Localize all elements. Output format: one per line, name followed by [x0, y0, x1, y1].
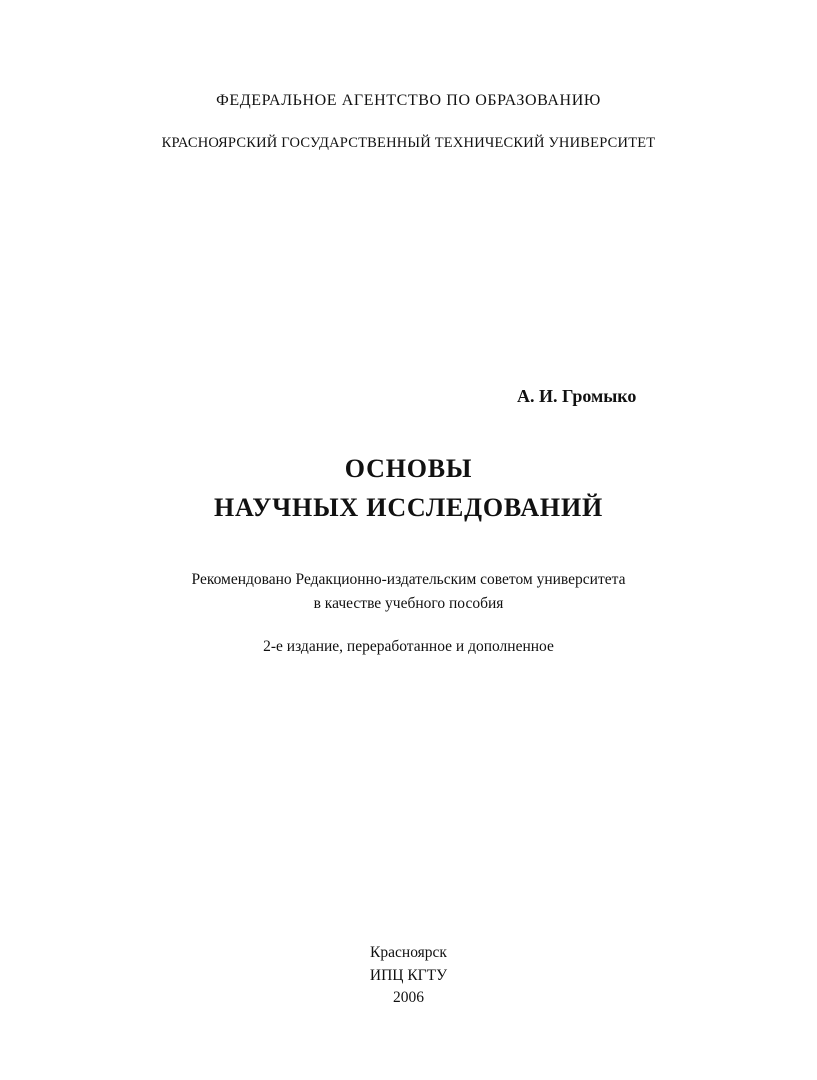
agency-heading: ФЕДЕРАЛЬНОЕ АГЕНТСТВО ПО ОБРАЗОВАНИЮ: [216, 92, 601, 109]
publication-year: 2006: [393, 989, 424, 1006]
recommendation-line-2: в качестве учебного пособия: [313, 595, 504, 612]
publication-city: Красноярск: [370, 944, 447, 961]
publisher-name: ИПЦ КГТУ: [369, 967, 448, 984]
author-name: А. И. Громыко: [517, 386, 637, 406]
recommendation-line-1: Рекомендовано Редакционно-издательским советом университета: [191, 571, 626, 588]
book-title-line-2: НАУЧНЫХ ИССЛЕДОВАНИЙ: [213, 493, 603, 522]
book-title-line-1: ОСНОВЫ: [344, 454, 473, 483]
edition-note: 2-е издание, переработанное и дополненное: [263, 638, 554, 655]
university-heading: КРАСНОЯРСКИЙ ГОСУДАРСТВЕННЫЙ ТЕХНИЧЕСКИЙ УНИВЕРСИТЕТ: [161, 135, 656, 151]
